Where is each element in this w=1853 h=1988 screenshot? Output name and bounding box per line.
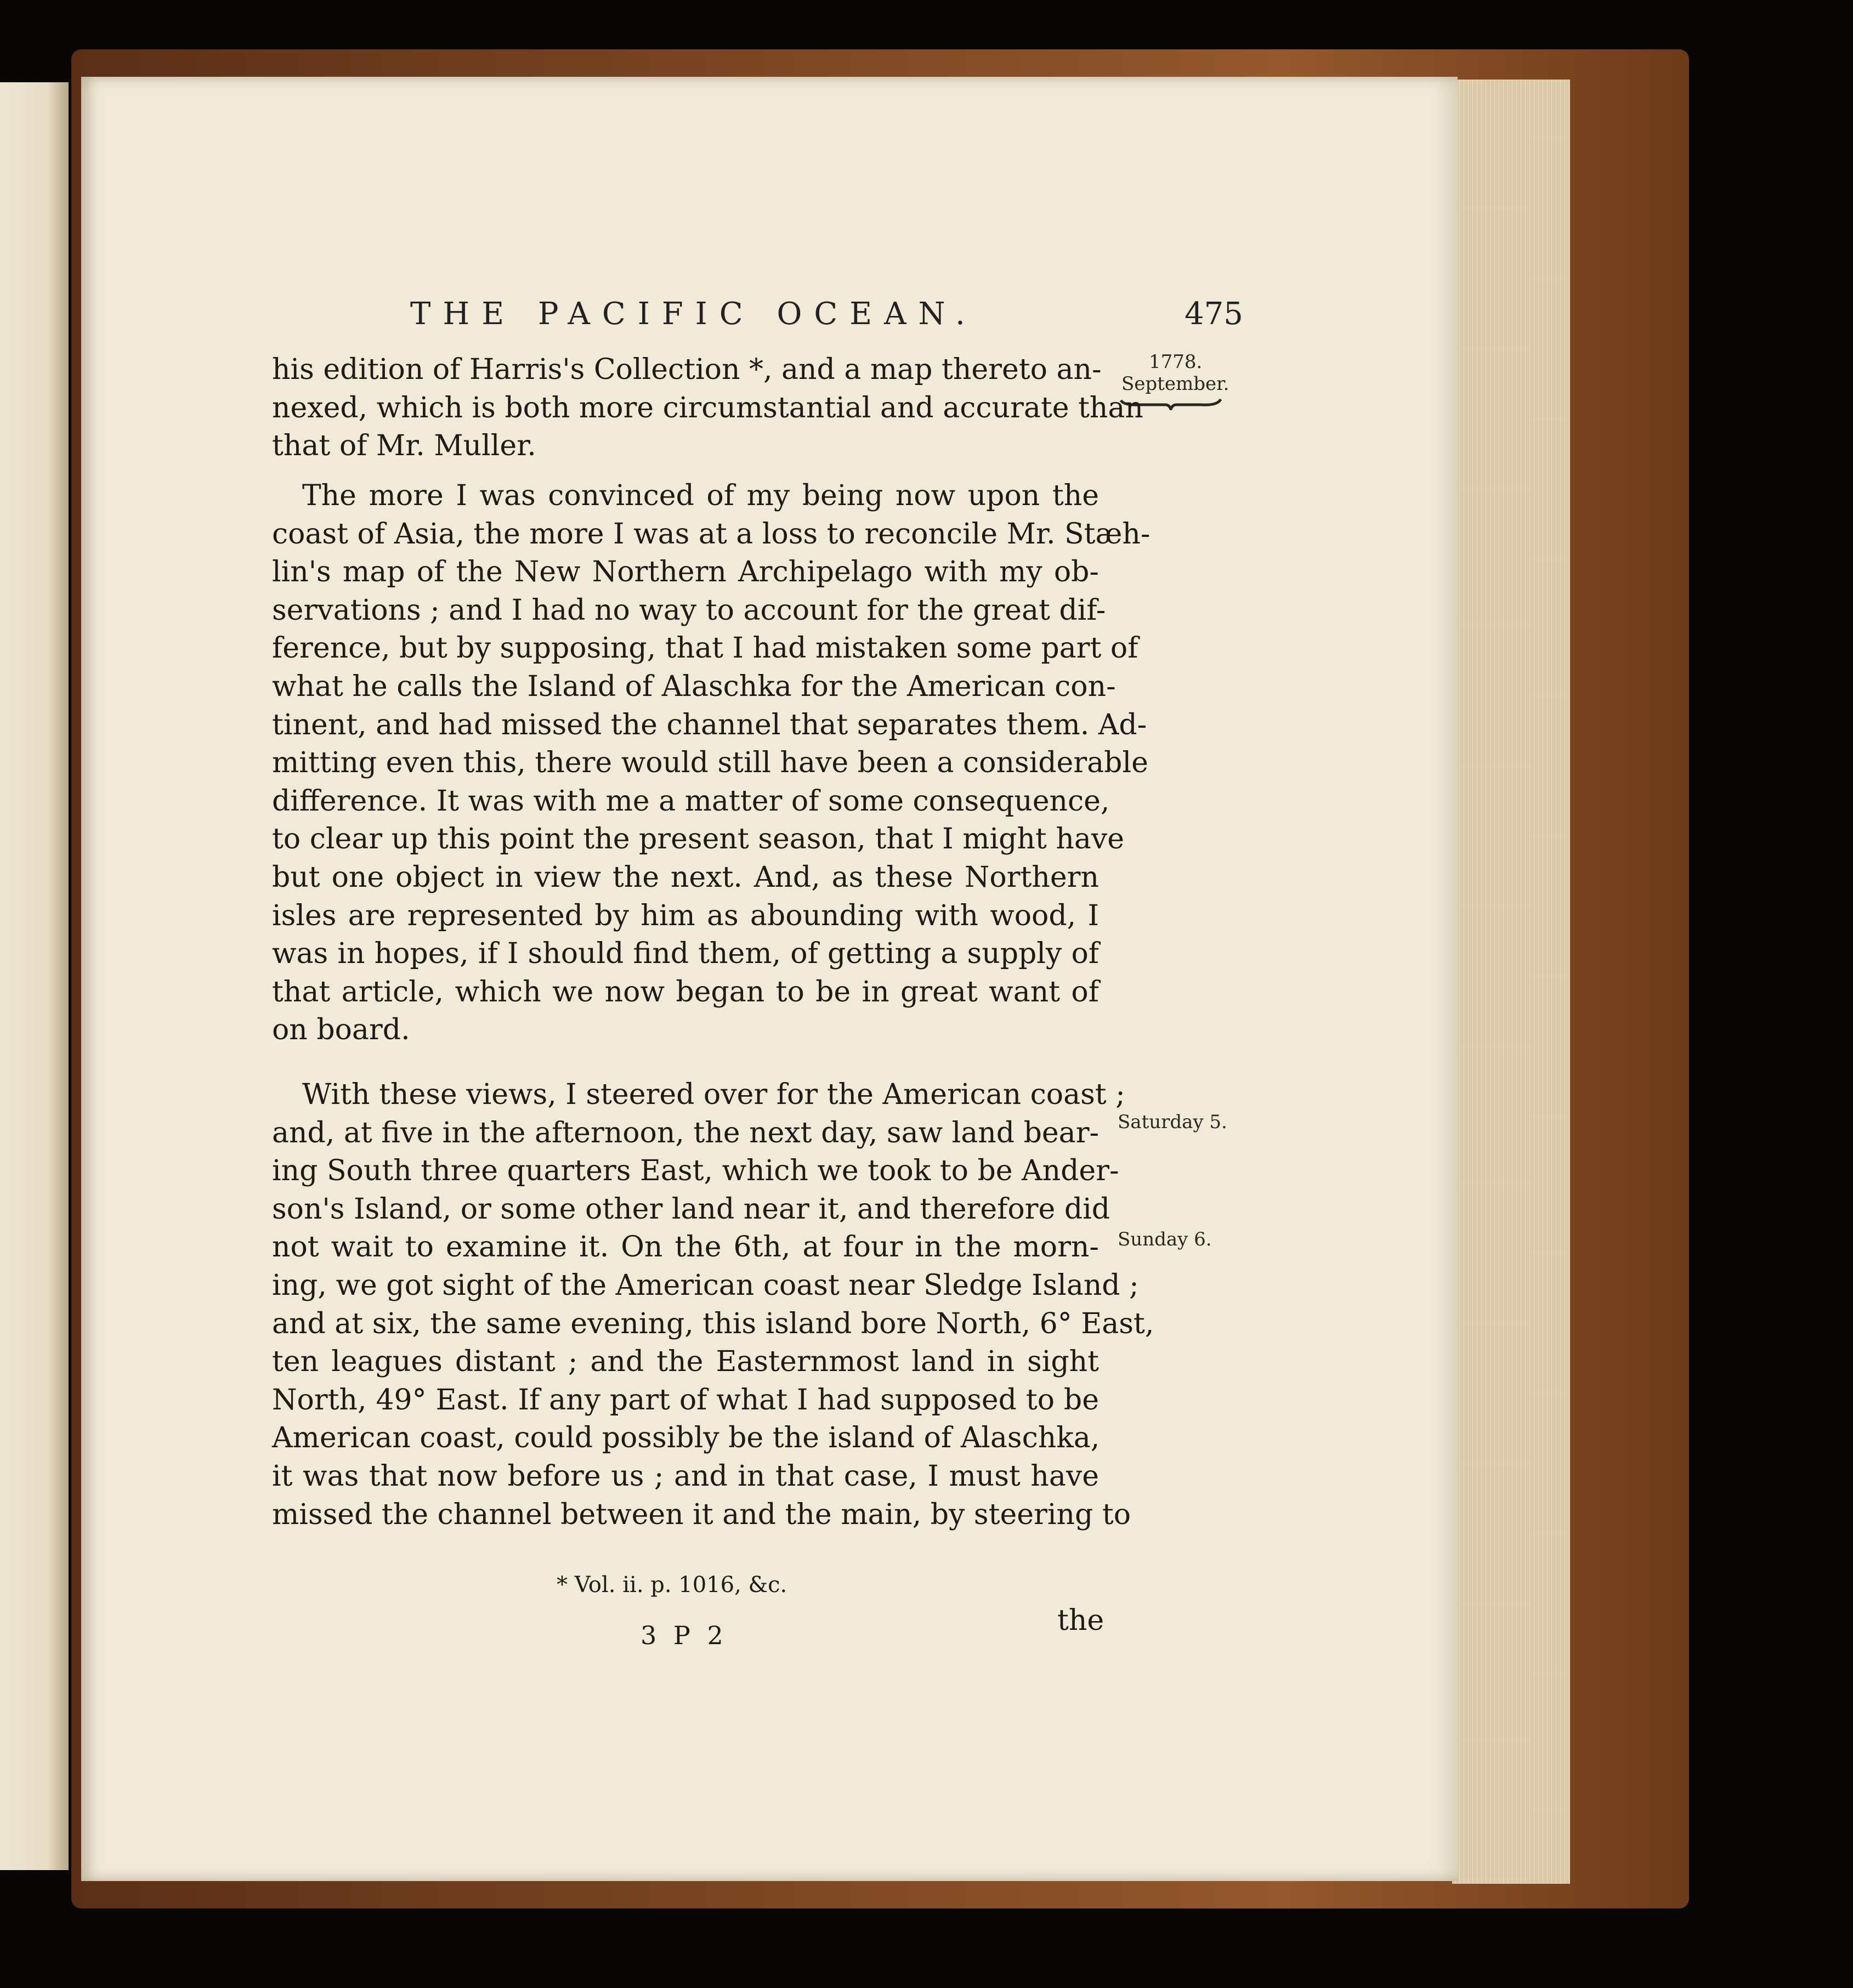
margin-saturday: Saturday 5. bbox=[1118, 1111, 1227, 1133]
text-line: son's Island, or some other land near it, and therefore did bbox=[272, 1192, 1110, 1226]
text-line: The more I was convinced of my being now upon the bbox=[302, 479, 1099, 512]
text-line: ing South three quarters East, which we took to be Ander- bbox=[272, 1154, 1119, 1188]
text-line: that of Mr. Muller. bbox=[272, 429, 536, 463]
text-line: it was that now before us ; and in that case, I must have bbox=[272, 1459, 1099, 1493]
text-line: ten leagues distant ; and the Easternmost land in sight bbox=[272, 1345, 1099, 1379]
text-line: and at six, the same evening, this island bore North, 6° East, bbox=[272, 1307, 1154, 1340]
catchword: the bbox=[1057, 1604, 1104, 1637]
text-line: nexed, which is both more circumstantial and accurate than bbox=[272, 391, 1143, 424]
text-line: his edition of Harris's Collection *, and a map thereto an- bbox=[272, 353, 1102, 386]
text-line: coast of Asia, the more I was at a loss to reconcile Mr. Stæh- bbox=[272, 517, 1151, 551]
text-line: that article, which we now began to be in great want of bbox=[272, 975, 1099, 1009]
text-line: what he calls the Island of Alaschka for the American con- bbox=[272, 670, 1116, 703]
page-number: 475 bbox=[1185, 296, 1243, 332]
signature-mark: 3 P 2 bbox=[641, 1621, 728, 1650]
text-line: North, 49° East. If any part of what I had supposed to be bbox=[272, 1383, 1099, 1417]
margin-month: September. bbox=[1121, 373, 1229, 395]
paragraph-1 bbox=[272, 351, 1143, 466]
text-line: on board. bbox=[272, 1013, 410, 1047]
margin-year: 1778. bbox=[1149, 351, 1203, 373]
left-page-edge bbox=[0, 82, 69, 1870]
paragraph-2 bbox=[272, 477, 1151, 1050]
paragraph-3 bbox=[272, 1076, 1154, 1534]
running-head: THE PACIFIC OCEAN. bbox=[410, 296, 977, 332]
text-line: ference, but by supposing, that I had mistaken some part of bbox=[272, 632, 1138, 665]
text-line: lin's map of the New Northern Archipelago with my ob- bbox=[272, 556, 1099, 589]
text-line: difference. It was with me a matter of some consequence, bbox=[272, 784, 1110, 818]
text-line: isles are represented by him as abounding with wood, I bbox=[272, 899, 1099, 932]
text-line: to clear up this point the present season, that I might have bbox=[272, 823, 1124, 856]
text-line: With these views, I steered over for the American coast ; bbox=[302, 1078, 1125, 1111]
text-line: missed the channel between it and the main, by steering to bbox=[272, 1498, 1131, 1531]
text-line: servations ; and I had no way to account for the great dif- bbox=[272, 593, 1106, 627]
text-line: was in hopes, if I should find them, of getting a supply of bbox=[272, 937, 1099, 971]
text-line: tinent, and had missed the channel that separates them. Ad- bbox=[272, 708, 1147, 741]
text-line: mitting even this, there would still have been a considerable bbox=[272, 746, 1148, 780]
text-line: American coast, could possibly be the island of Alaschka, bbox=[272, 1421, 1100, 1455]
text-line: ing, we got sight of the American coast near Sledge Island ; bbox=[272, 1268, 1139, 1302]
text-line: but one object in view the next. And, as these Northern bbox=[272, 860, 1099, 894]
text-line: and, at five in the afternoon, the next day, saw land bear- bbox=[272, 1116, 1100, 1149]
text-line: not wait to examine it. On the 6th, at four in the morn- bbox=[272, 1231, 1099, 1264]
page-block-edges bbox=[1452, 80, 1570, 1884]
footnote: * Vol. ii. p. 1016, &c. bbox=[557, 1572, 787, 1598]
margin-sunday: Sunday 6. bbox=[1118, 1228, 1212, 1250]
